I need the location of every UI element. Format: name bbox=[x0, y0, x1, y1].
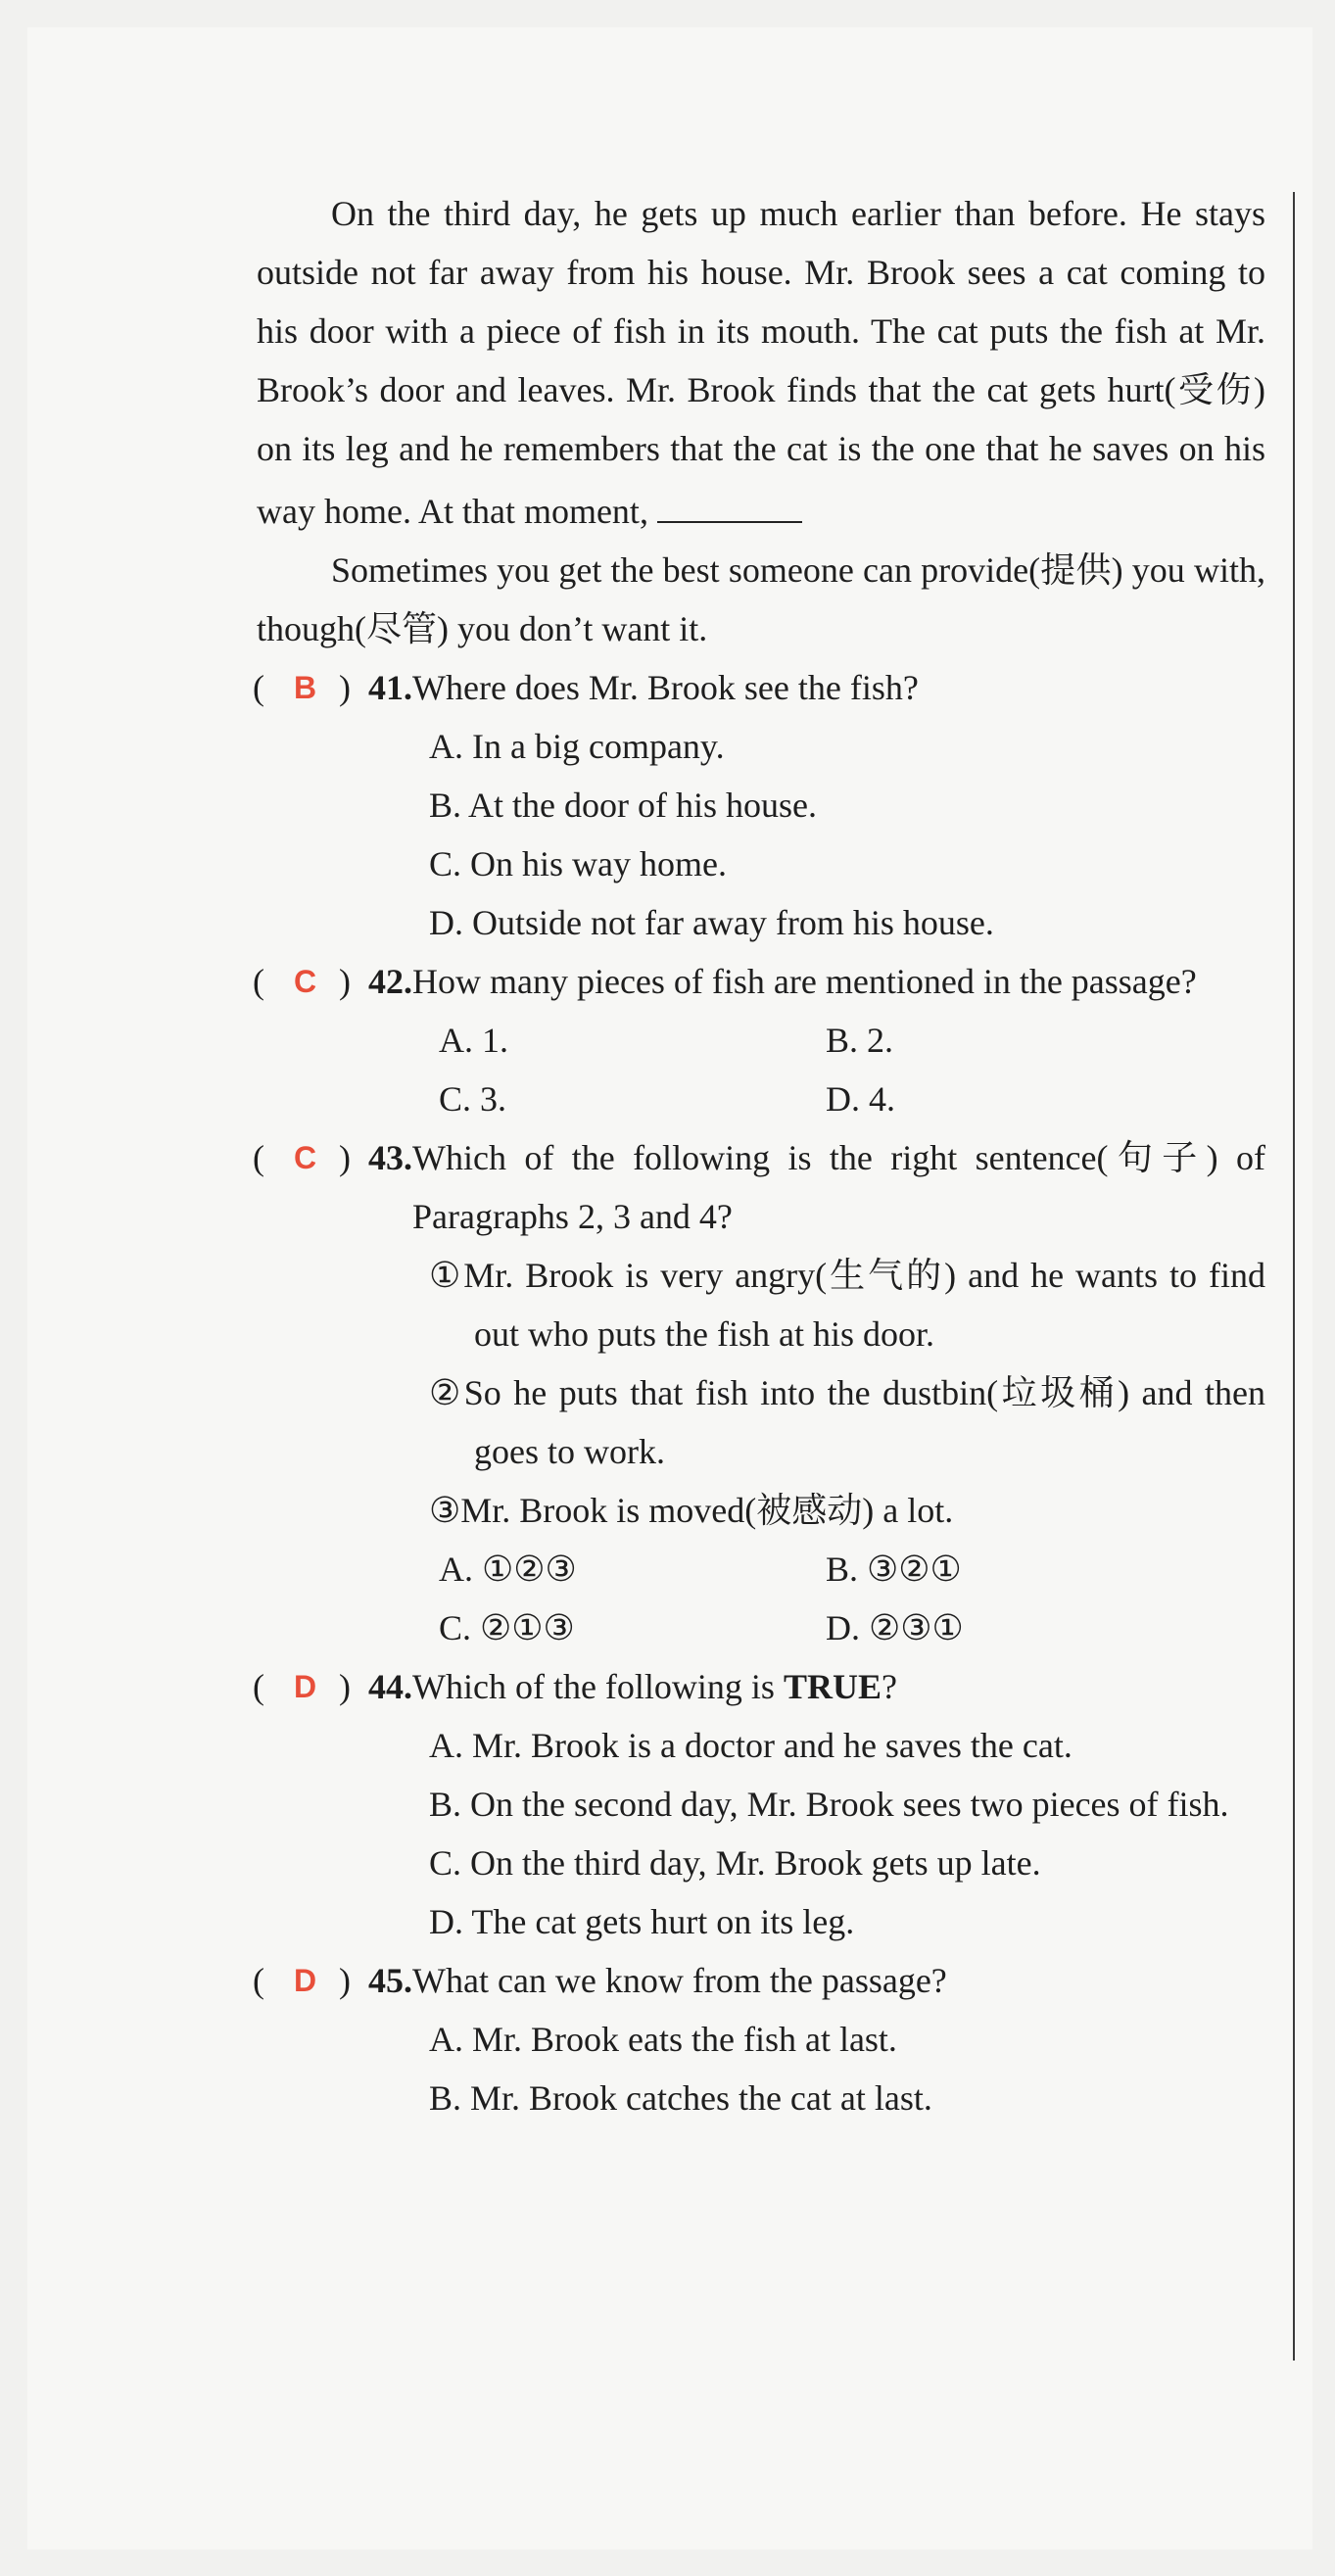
option-d[interactable]: D. ②③① bbox=[826, 1608, 964, 1647]
option-a[interactable]: A. ①②③ bbox=[439, 1550, 577, 1589]
question-text: Where does Mr. Brook see the fish? bbox=[412, 668, 919, 707]
answer-mark: C bbox=[294, 964, 317, 999]
option-a[interactable]: A. In a big company. bbox=[429, 727, 725, 766]
sentence-3: ③Mr. Brook is moved(被感动) a lot. bbox=[429, 1491, 954, 1530]
bracket-left: ( bbox=[253, 1667, 264, 1706]
bracket-right: ) bbox=[339, 1138, 351, 1177]
question-number: 42. bbox=[368, 962, 412, 1001]
margin-rule bbox=[1293, 192, 1295, 2361]
question-number: 45. bbox=[368, 1961, 412, 2000]
question-number: 41. bbox=[368, 668, 412, 707]
question-text: Which of the following is the right sentence(句子) of Paragraphs 2, 3 and 4? bbox=[412, 1138, 1265, 1236]
sentence-1: ①Mr. Brook is very angry(生气的) and he wants to find out who puts the fish at his door. bbox=[429, 1256, 1265, 1354]
option-b[interactable]: B. At the door of his house. bbox=[429, 786, 817, 825]
option-a[interactable]: A. Mr. Brook eats the fish at last. bbox=[429, 2020, 897, 2059]
bracket-right: ) bbox=[339, 1667, 351, 1706]
option-c[interactable]: C. On his way home. bbox=[429, 844, 727, 883]
passage-paragraph-2: Sometimes you get the best someone can provide(提供) you with, though(尽管) you don’t want it. bbox=[257, 550, 1265, 648]
option-list bbox=[429, 1011, 1265, 1128]
option-list bbox=[429, 717, 1265, 952]
option-list bbox=[429, 2010, 1265, 2127]
question-45 bbox=[253, 1951, 1265, 2127]
option-list bbox=[439, 1540, 1265, 1657]
bracket-right: ) bbox=[339, 962, 351, 1001]
option-b[interactable]: B. On the second day, Mr. Brook sees two pieces of fish. bbox=[429, 1785, 1229, 1824]
question-number: 43. bbox=[368, 1138, 412, 1177]
answer-mark: C bbox=[294, 1140, 317, 1175]
question-text-end: ? bbox=[881, 1667, 897, 1706]
option-b[interactable]: B. 2. bbox=[826, 1021, 894, 1060]
bracket-left: ( bbox=[253, 668, 264, 707]
option-b[interactable]: B. Mr. Brook catches the cat at last. bbox=[429, 2078, 932, 2118]
bracket-right: ) bbox=[339, 1961, 351, 2000]
bracket-right: ) bbox=[339, 668, 351, 707]
question-text bbox=[412, 1657, 1265, 1716]
bracket-left: ( bbox=[253, 962, 264, 1001]
option-d[interactable]: D. 4. bbox=[826, 1079, 895, 1119]
question-44 bbox=[253, 1657, 1265, 1951]
passage-paragraph-1-text: On the third day, he gets up much earlier than before. He stays outside not far away from his house. Mr. Brook sees a cat coming to his door with a piece of fish in its mouth. The cat puts the fish at Mr. Brook’s door and leaves. Mr. Brook finds that the cat gets hurt(受伤) on its leg and he remembers that the cat is the one that he saves on his way home. At that moment, bbox=[257, 194, 1265, 531]
answer-mark: B bbox=[294, 670, 317, 705]
option-a[interactable]: A. Mr. Brook is a doctor and he saves the cat. bbox=[429, 1726, 1073, 1765]
option-d[interactable]: D. Outside not far away from his house. bbox=[429, 903, 994, 942]
option-a[interactable]: A. 1. bbox=[439, 1021, 508, 1060]
option-b[interactable]: B. ③②① bbox=[826, 1550, 962, 1589]
question-42 bbox=[253, 952, 1265, 1128]
question-43 bbox=[253, 1128, 1265, 1657]
answer-blank[interactable] bbox=[657, 478, 802, 523]
option-list bbox=[429, 1716, 1265, 1951]
question-41 bbox=[253, 658, 1265, 952]
question-text-start: Which of the following is bbox=[412, 1667, 784, 1706]
question-number: 44. bbox=[368, 1667, 412, 1706]
sentence-2: ②So he puts that fish into the dustbin(垃圾桶) and then goes to work. bbox=[429, 1373, 1265, 1471]
sentence-list bbox=[429, 1246, 1265, 1657]
answer-mark: D bbox=[294, 1669, 317, 1704]
reading-section bbox=[253, 184, 1265, 2127]
bracket-left: ( bbox=[253, 1961, 264, 2000]
answer-mark: D bbox=[294, 1963, 317, 1998]
question-text: What can we know from the passage? bbox=[412, 1961, 947, 2000]
question-text: How many pieces of fish are mentioned in the passage? bbox=[412, 962, 1197, 1001]
option-c[interactable]: C. On the third day, Mr. Brook gets up late. bbox=[429, 1843, 1041, 1883]
option-c[interactable]: C. 3. bbox=[439, 1079, 507, 1119]
passage-paragraph-1 bbox=[257, 184, 1265, 541]
question-text-emphasis: TRUE bbox=[783, 1667, 882, 1706]
option-d[interactable]: D. The cat gets hurt on its leg. bbox=[429, 1902, 855, 1941]
bracket-left: ( bbox=[253, 1138, 264, 1177]
option-c[interactable]: C. ②①③ bbox=[439, 1608, 575, 1647]
